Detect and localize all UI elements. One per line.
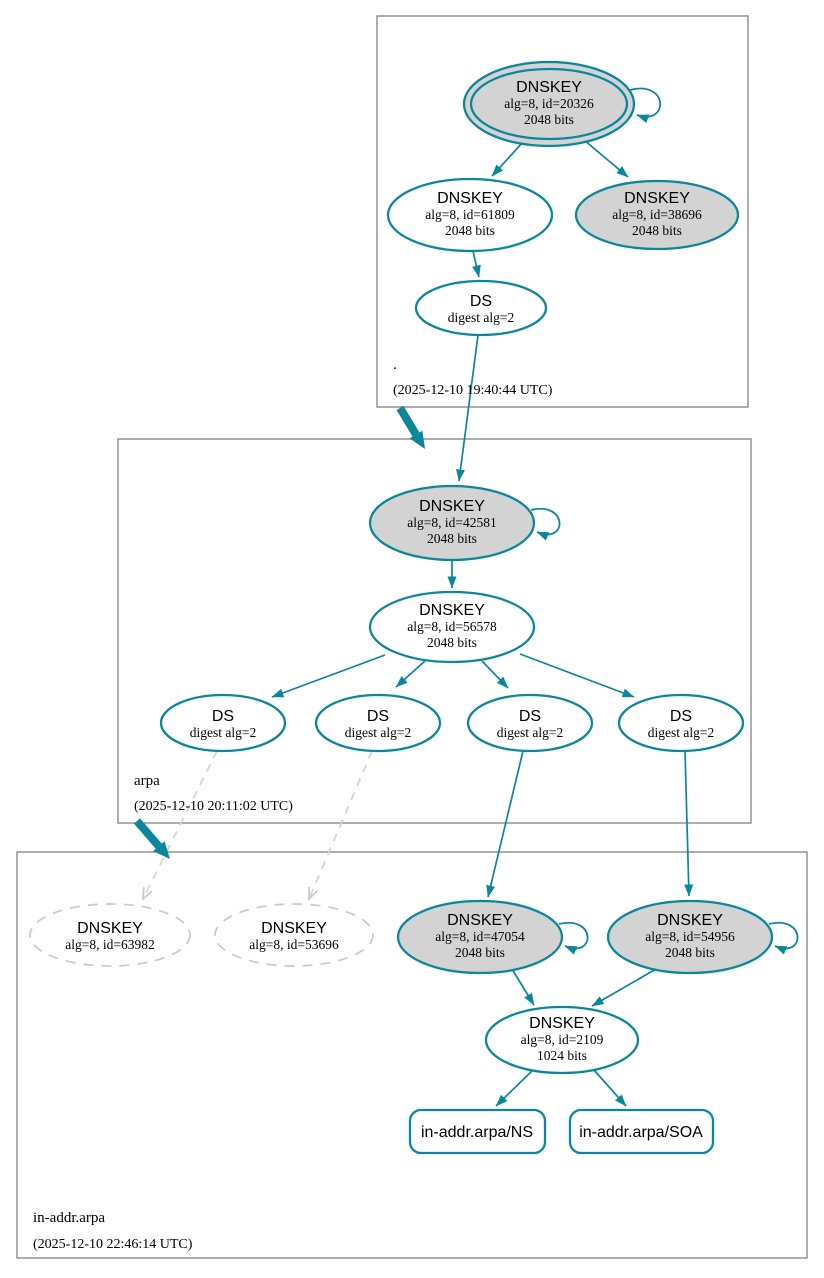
node-dnskey-61809[interactable] bbox=[388, 179, 552, 251]
delegation-arrow-root-to-arpa bbox=[400, 408, 416, 435]
edge-ksk47054-to-zsk2109 bbox=[512, 969, 534, 1005]
dnskey-38696-size: 2048 bits bbox=[632, 223, 682, 238]
node-dnskey-54956[interactable] bbox=[608, 901, 772, 973]
edge-rootds-to-arpa-ksk42581 bbox=[459, 335, 478, 481]
dnskey-56578-detail: alg=8, id=56578 bbox=[407, 619, 497, 634]
node-ds-arpa-3[interactable] bbox=[468, 695, 592, 751]
dnskey-54956-type: DNSKEY bbox=[657, 912, 723, 929]
edge-ds2-to-key53696-dashed bbox=[309, 751, 372, 899]
dnskey-38696-detail: alg=8, id=38696 bbox=[612, 207, 702, 222]
ds-arpa-2-detail: digest alg=2 bbox=[344, 725, 412, 740]
edge-zsk61809-to-ds bbox=[473, 251, 479, 277]
node-dnskey-38696[interactable] bbox=[576, 181, 738, 249]
node-dnskey-47054[interactable] bbox=[398, 901, 562, 973]
dnskey-63982-detail: alg=8, id=63982 bbox=[65, 937, 155, 952]
dnskey-47054-type: DNSKEY bbox=[447, 912, 513, 929]
dnskey-61809-detail: alg=8, id=61809 bbox=[425, 207, 515, 222]
node-dnskey-56578[interactable] bbox=[370, 592, 534, 662]
self-loop-ksk42581 bbox=[531, 509, 560, 535]
node-rrset-ns[interactable] bbox=[410, 1110, 545, 1153]
rrset-ns-label: in-addr.arpa/NS bbox=[420, 1124, 534, 1141]
ds-root-detail: digest alg=2 bbox=[447, 310, 515, 325]
ds-arpa-3-type: DS bbox=[518, 708, 542, 725]
dnskey-42581-type: DNSKEY bbox=[419, 498, 485, 515]
dnskey-47054-size: 2048 bits bbox=[455, 945, 505, 960]
zone-timestamp-in-addr-arpa: (2025-12-10 22:46:14 UTC) bbox=[33, 1237, 193, 1252]
edge-zsk56578-to-ds1 bbox=[272, 655, 385, 697]
dnskey-61809-type: DNSKEY bbox=[437, 190, 503, 207]
ds-arpa-4-detail: digest alg=2 bbox=[647, 725, 715, 740]
self-loop-ksk54956 bbox=[769, 923, 798, 949]
node-ds-root[interactable] bbox=[416, 281, 546, 335]
node-rrset-soa[interactable] bbox=[570, 1110, 713, 1153]
dnskey-56578-type: DNSKEY bbox=[419, 602, 485, 619]
zone-label-arpa: arpa bbox=[134, 773, 160, 789]
self-loop-ksk47054 bbox=[559, 923, 588, 949]
edge-zsk56578-to-ds3 bbox=[482, 661, 508, 688]
edge-ksk54956-to-zsk2109 bbox=[592, 969, 656, 1006]
edge-zsk2109-to-soa bbox=[593, 1069, 626, 1106]
edge-zsk56578-to-ds4 bbox=[520, 654, 634, 697]
ds-arpa-1-type: DS bbox=[211, 708, 235, 725]
edge-ksk20326-to-key38696 bbox=[584, 140, 628, 177]
dnskey-42581-detail: alg=8, id=42581 bbox=[407, 515, 497, 530]
rrset-soa-label: in-addr.arpa/SOA bbox=[579, 1124, 703, 1141]
dnskey-38696-type: DNSKEY bbox=[624, 190, 690, 207]
node-dnskey-63982-missing[interactable] bbox=[30, 904, 190, 966]
node-ds-arpa-2[interactable] bbox=[316, 695, 440, 751]
node-ds-arpa-4[interactable] bbox=[619, 695, 743, 751]
dnskey-47054-detail: alg=8, id=47054 bbox=[435, 929, 525, 944]
node-ds-arpa-1[interactable] bbox=[161, 695, 285, 751]
dnskey-20326-type: DNSKEY bbox=[516, 79, 582, 96]
dnskey-53696-type: DNSKEY bbox=[261, 920, 327, 937]
ds-arpa-4-type: DS bbox=[669, 708, 693, 725]
dnskey-20326-detail: alg=8, id=20326 bbox=[504, 96, 594, 111]
edge-ksk20326-to-zsk61809 bbox=[492, 142, 523, 176]
edge-zsk2109-to-ns bbox=[496, 1069, 534, 1106]
dnskey-2109-size: 1024 bits bbox=[537, 1048, 587, 1063]
dnskey-54956-size: 2048 bits bbox=[665, 945, 715, 960]
dnskey-54956-detail: alg=8, id=54956 bbox=[645, 929, 735, 944]
ds-arpa-2-type: DS bbox=[366, 708, 390, 725]
ds-arpa-3-detail: digest alg=2 bbox=[496, 725, 564, 740]
dnskey-61809-size: 2048 bits bbox=[445, 223, 495, 238]
zone-timestamp-root: (2025-12-10 19:40:44 UTC) bbox=[393, 383, 553, 398]
zone-timestamp-arpa: (2025-12-10 20:11:02 UTC) bbox=[134, 799, 293, 814]
dnskey-53696-detail: alg=8, id=53696 bbox=[249, 937, 339, 952]
ds-root-type: DS bbox=[469, 293, 493, 310]
node-dnskey-2109[interactable] bbox=[486, 1007, 638, 1073]
dnskey-2109-detail: alg=8, id=2109 bbox=[520, 1032, 604, 1047]
node-dnskey-42581[interactable] bbox=[370, 486, 534, 560]
zone-label-root: . bbox=[393, 357, 397, 373]
edge-ds3-to-ksk47054 bbox=[488, 751, 523, 897]
dnskey-20326-size: 2048 bits bbox=[524, 112, 574, 127]
edge-zsk56578-to-ds2 bbox=[396, 661, 425, 687]
zone-label-in-addr-arpa: in-addr.arpa bbox=[33, 1210, 106, 1226]
dnskey-42581-size: 2048 bits bbox=[427, 531, 477, 546]
dnskey-2109-type: DNSKEY bbox=[529, 1015, 595, 1032]
dnskey-63982-type: DNSKEY bbox=[77, 920, 143, 937]
dnskey-56578-size: 2048 bits bbox=[427, 635, 477, 650]
node-dnskey-53696-missing[interactable] bbox=[215, 904, 373, 966]
ds-arpa-1-detail: digest alg=2 bbox=[189, 725, 257, 740]
delegation-arrow-arpa-to-in-addr bbox=[137, 821, 159, 846]
node-dnskey-20326[interactable] bbox=[464, 62, 634, 146]
